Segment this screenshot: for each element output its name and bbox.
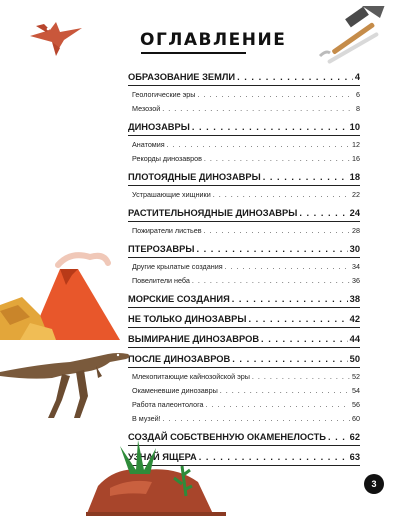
toc-subsection-page: 52 xyxy=(352,372,360,381)
toc-section-entry xyxy=(128,120,360,136)
toc-subsection-entry xyxy=(128,384,360,398)
toc-section-title: РАСТИТЕЛЬНОЯДНЫЕ ДИНОЗАВРЫ xyxy=(128,208,298,218)
toc-subsection-page: 6 xyxy=(356,90,360,99)
toc-leader-dots xyxy=(232,352,347,367)
toc-leader-dots xyxy=(192,274,350,288)
toc-subsection-page: 36 xyxy=(352,276,360,285)
page-title: ОГЛАВЛЕНИЕ xyxy=(140,30,287,50)
toc-subsection-title: Мезозой xyxy=(132,104,161,113)
toc-section-page: 24 xyxy=(349,208,360,218)
toc-subsection-title: Окаменевшие динозавры xyxy=(132,386,218,395)
toc-leader-dots xyxy=(206,398,350,412)
toc-section-title: НЕ ТОЛЬКО ДИНОЗАВРЫ xyxy=(128,314,247,324)
toc-subsection-title: Млекопитающие кайнозойской эры xyxy=(132,372,250,381)
toc-subsection-page: 54 xyxy=(352,386,360,395)
toc-section-entry xyxy=(128,312,360,328)
toc-subsection-entry xyxy=(128,260,360,274)
toc-leader-dots xyxy=(162,102,354,116)
toc-section-title: ВЫМИРАНИЕ ДИНОЗАВРОВ xyxy=(128,334,260,344)
toc-section-title: ДИНОЗАВРЫ xyxy=(128,122,190,132)
title-underline xyxy=(141,52,246,54)
toc-section-title: СОЗДАЙ СОБСТВЕННУЮ ОКАМЕНЕЛОСТЬ xyxy=(128,432,326,442)
toc-subsection-entry xyxy=(128,138,360,152)
toc-subsection-entry xyxy=(128,398,360,412)
toc-section-title: ПТЕРОЗАВРЫ xyxy=(128,244,195,254)
toc-section-title: ОБРАЗОВАНИЕ ЗЕМЛИ xyxy=(128,72,236,82)
toc-subsection-page: 34 xyxy=(352,262,360,271)
toc-subsection-title: Рекорды динозавров xyxy=(132,154,202,163)
toc-subsection-entry xyxy=(128,88,360,102)
toc-subsection-title: Пожиратели листьев xyxy=(132,226,202,235)
toc-subsection-title: Другие крылатые создания xyxy=(132,262,223,271)
toc-section-entry xyxy=(128,170,360,186)
toc-section-page: 30 xyxy=(349,244,360,254)
toc-section-entry xyxy=(128,332,360,348)
toc-subsection-entry xyxy=(128,224,360,238)
toc-section-page: 63 xyxy=(349,452,360,462)
toc-leader-dots xyxy=(232,292,348,307)
toc-subsection-entry xyxy=(128,152,360,166)
toc-subsection-title: Анатомия xyxy=(132,140,165,149)
toc-subsection-page: 22 xyxy=(352,190,360,199)
toc-leader-dots xyxy=(196,242,347,257)
toc-section-page: 50 xyxy=(349,354,360,364)
toc-section-page: 18 xyxy=(349,172,360,182)
brush-and-chisel-illustration xyxy=(318,6,398,64)
toc-subsection-title: В музей! xyxy=(132,414,161,423)
toc-leader-dots xyxy=(252,370,350,384)
toc-section-page: 38 xyxy=(349,294,360,304)
toc-leader-dots xyxy=(167,138,350,152)
toc-section-title: МОРСКИЕ СОЗДАНИЯ xyxy=(128,294,230,304)
toc-section-title: УЗНАЙ ЯЩЕРА xyxy=(128,452,197,462)
toc-leader-dots xyxy=(328,430,348,445)
toc-section-entry xyxy=(128,242,360,258)
toc-subsection-page: 8 xyxy=(356,104,360,113)
dinosaur-illustration xyxy=(0,340,134,422)
toc-leader-dots xyxy=(197,88,354,102)
toc-subsection-page: 60 xyxy=(352,414,360,423)
table-of-contents xyxy=(128,70,360,466)
toc-leader-dots xyxy=(213,188,350,202)
toc-section-page: 10 xyxy=(349,122,360,132)
toc-section-entry xyxy=(128,352,360,368)
toc-section-title: ПОСЛЕ ДИНОЗАВРОВ xyxy=(128,354,231,364)
toc-leader-dots xyxy=(220,384,350,398)
toc-leader-dots xyxy=(192,120,348,135)
toc-section-page: 4 xyxy=(354,72,360,82)
toc-subsection-page: 28 xyxy=(352,226,360,235)
toc-subsection-page: 16 xyxy=(352,154,360,163)
toc-subsection-title: Геологические эры xyxy=(132,90,196,99)
toc-section-title: ПЛОТОЯДНЫЕ ДИНОЗАВРЫ xyxy=(128,172,261,182)
toc-section-entry xyxy=(128,206,360,222)
toc-section-page: 42 xyxy=(349,314,360,324)
toc-leader-dots xyxy=(237,70,353,85)
toc-section-page: 62 xyxy=(349,432,360,442)
pterodactyl-illustration xyxy=(22,14,92,64)
toc-subsection-title: Устрашающие хищники xyxy=(132,190,211,199)
toc-subsection-entry xyxy=(128,102,360,116)
toc-subsection-entry xyxy=(128,188,360,202)
toc-subsection-entry xyxy=(128,274,360,288)
toc-subsection-title: Повелители неба xyxy=(132,276,190,285)
toc-subsection-title: Работа палеонтолога xyxy=(132,400,204,409)
toc-leader-dots xyxy=(204,224,350,238)
toc-leader-dots xyxy=(248,312,347,327)
toc-subsection-entry xyxy=(128,412,360,426)
toc-leader-dots xyxy=(163,412,350,426)
toc-leader-dots xyxy=(263,170,348,185)
toc-leader-dots xyxy=(299,206,347,221)
toc-section-page: 44 xyxy=(349,334,360,344)
toc-subsection-page: 56 xyxy=(352,400,360,409)
toc-leader-dots xyxy=(225,260,350,274)
toc-leader-dots xyxy=(261,332,348,347)
page-number-badge: 3 xyxy=(364,474,384,494)
toc-section-entry xyxy=(128,292,360,308)
volcano-illustration xyxy=(0,245,128,340)
rock-with-plants-illustration xyxy=(86,436,226,516)
toc-leader-dots xyxy=(204,152,350,166)
toc-subsection-page: 12 xyxy=(352,140,360,149)
toc-subsection-entry xyxy=(128,370,360,384)
toc-section-entry xyxy=(128,70,360,86)
